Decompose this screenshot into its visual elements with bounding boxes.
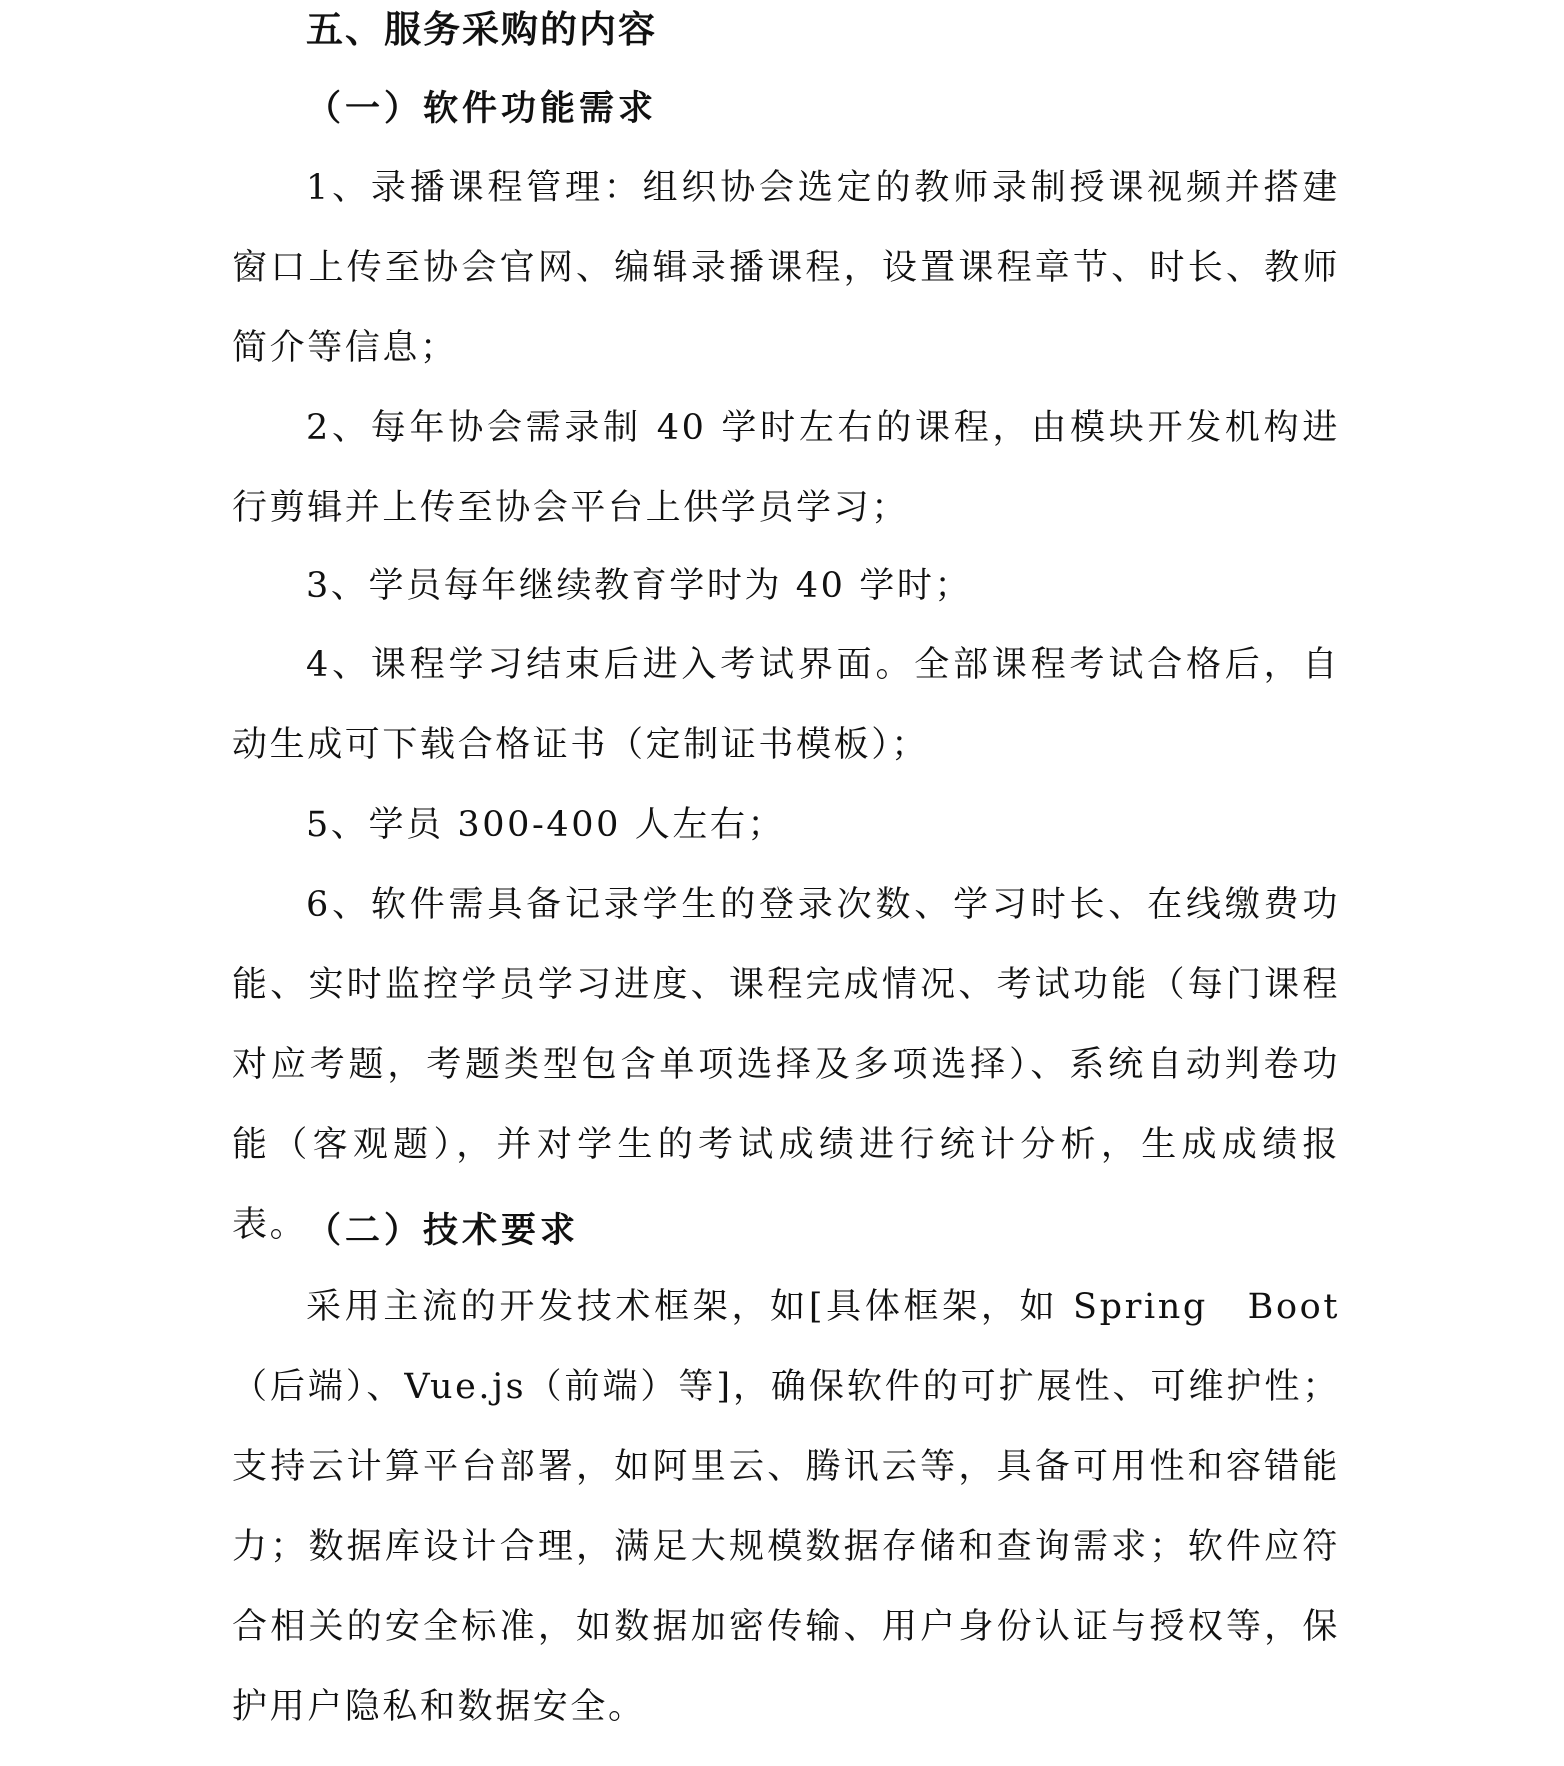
technical-requirements-body: 采用主流的开发技术框架，如[具体框架，如 Spring Boot（后端）、Vue.js（前端）等]，确保软件的可扩展性、可维护性；支持云计算平台部署，如阿里云、腾讯云等，具备可用性和容错能力；数据库设计合理，满足大规模数据存储和查询需求；软件应符合相关的安全标准，如数据加密传输、用户身份认证与授权等，保护用户隐私和数据安全。 [232, 1287, 1340, 1727]
section-heading: 五、服务采购的内容 [306, 7, 657, 51]
requirement-item-2: 2、每年协会需录制 40 学时左右的课程，由模块开发机构进行剪辑并上传至协会平台上供学员学习； [232, 408, 1340, 528]
requirement-item-1: 1、录播课程管理：组织协会选定的教师录制授课视频并搭建窗口上传至协会官网、编辑录播课程，设置课程章节、时长、教师简介等信息； [232, 168, 1340, 368]
requirement-item-6: 6、软件需具备记录学生的登录次数、学习时长、在线缴费功能、实时监控学员学习进度、课程完成情况、考试功能（每门课程对应考题，考题类型包含单项选择及多项选择）、系统自动判卷功能（客观题），并对学生的考试成绩进行统计分析，生成成绩报表。 [232, 885, 1340, 1245]
requirement-item-4: 4、课程学习结束后进入考试界面。全部课程考试合格后，自动生成可下载合格证书（定制证书模板）； [232, 645, 1340, 765]
subsection-title-software-requirements: （一）软件功能需求 [306, 88, 658, 129]
requirement-item-5: 5、学员 300-400 人左右； [306, 805, 786, 845]
requirement-item-3: 3、学员每年继续教育学时为 40 学时； [306, 566, 973, 606]
subsection-title-technical-requirements: （二）技术要求 [306, 1210, 580, 1251]
